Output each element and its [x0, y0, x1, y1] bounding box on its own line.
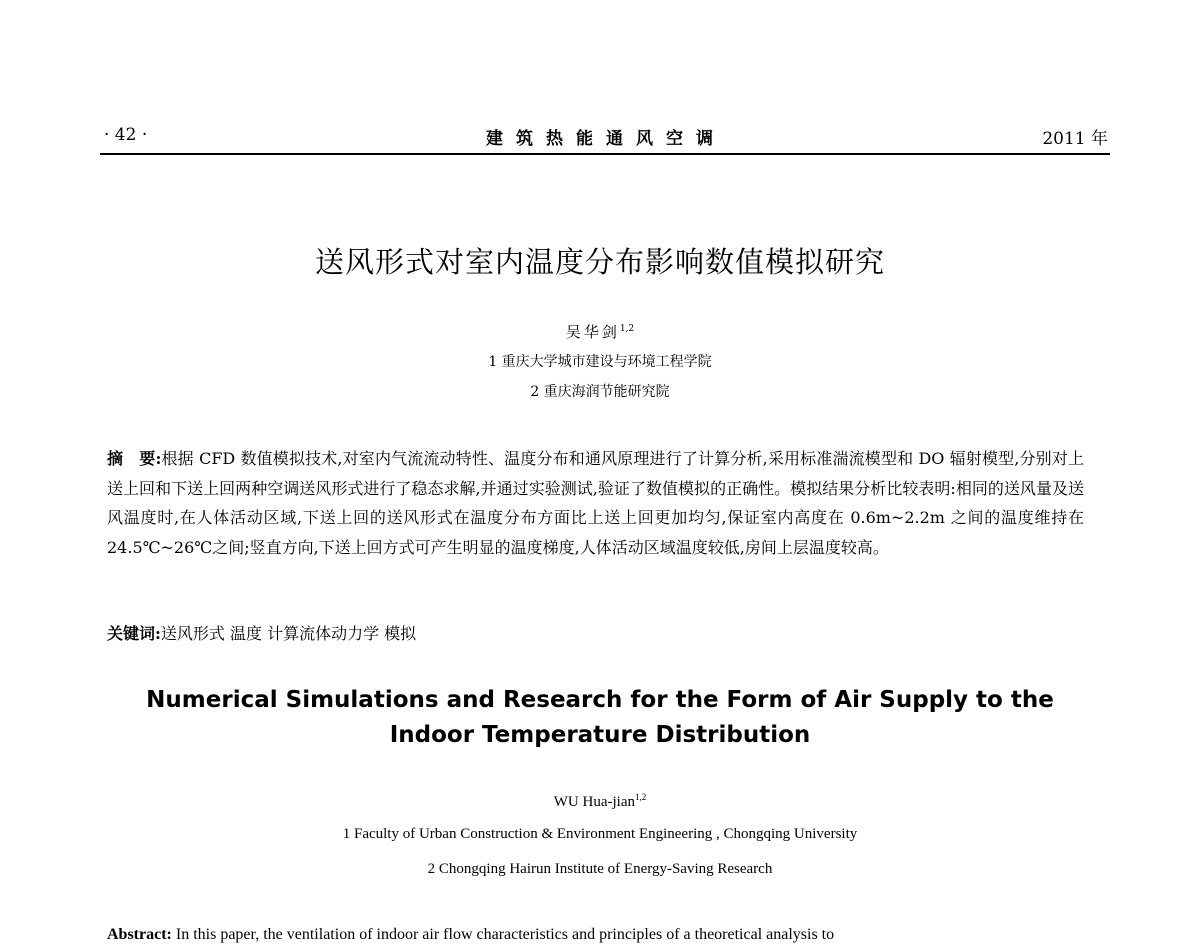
english-abstract-text: In this paper, the ventilation of indoor air flow characteristics and principles of a theoretical analysis to	[175, 926, 835, 943]
english-author-name: WU Hua-jian	[553, 794, 635, 810]
chinese-title: 送风形式对室内温度分布影响数值模拟研究	[314, 245, 885, 279]
publication-year: 2011 年	[1042, 129, 1108, 149]
english-author-sup: 1,2	[634, 792, 647, 802]
chinese-keywords-text: 送风形式 温度 计算流体动力学 模拟	[160, 624, 417, 643]
english-title-line-1: Numerical Simulations and Research for the Form of Air Supply to the	[146, 687, 1054, 713]
english-affiliation-2: 2 Chongqing Hairun Institute of Energy-Saving Research	[427, 861, 773, 877]
english-affiliation-1: 1 Faculty of Urban Construction & Environment Engineering , Chongqing University	[342, 826, 858, 842]
english-title-line-2: Indoor Temperature Distribution	[389, 722, 811, 748]
english-author	[0, 792, 1200, 811]
english-title	[0, 683, 1200, 753]
chinese-affiliation-1: 1 重庆大学城市建设与环境工程学院	[488, 354, 712, 370]
chinese-abstract-text: 根据 CFD 数值模拟技术,对室内气流流动特性、温度分布和通风原理进行了计算分析,采用标准湍流模型和 DO 辐射模型,分别对上送上回和下送上回两种空调送风形式进行了稳态求解,并通过实验测试,验证了数值模拟的正确性。模拟结果分析比较表明:相同的送风量及送风温度时,在人体活动区域,下送上回的送风形式在温度分布方面比上送上回更加均匀,保证室内高度在 0.6m~2.2m 之间的温度维持在 24.5℃~26℃之间;竖直方向,下送上回方式可产生明显的温度梯度,人体活动区域温度较低,房间上层温度较高。	[107, 449, 1084, 557]
chinese-author-name: 吴华剑	[565, 323, 620, 341]
chinese-keywords	[107, 621, 416, 644]
chinese-author-sup: 1,2	[619, 324, 635, 334]
page-number: · 42 ·	[104, 125, 148, 145]
english-abstract-label: Abstract:	[107, 926, 172, 943]
chinese-abstract	[107, 444, 1084, 562]
chinese-author	[0, 321, 1200, 342]
english-abstract	[107, 926, 1092, 944]
journal-name: 建筑热能通风空调	[486, 129, 726, 149]
chinese-keywords-label: 关键词:	[107, 624, 161, 643]
chinese-abstract-label: 摘 要:	[107, 449, 162, 468]
chinese-affiliation-2: 2 重庆海润节能研究院	[530, 384, 670, 400]
header-rule	[100, 153, 1110, 155]
